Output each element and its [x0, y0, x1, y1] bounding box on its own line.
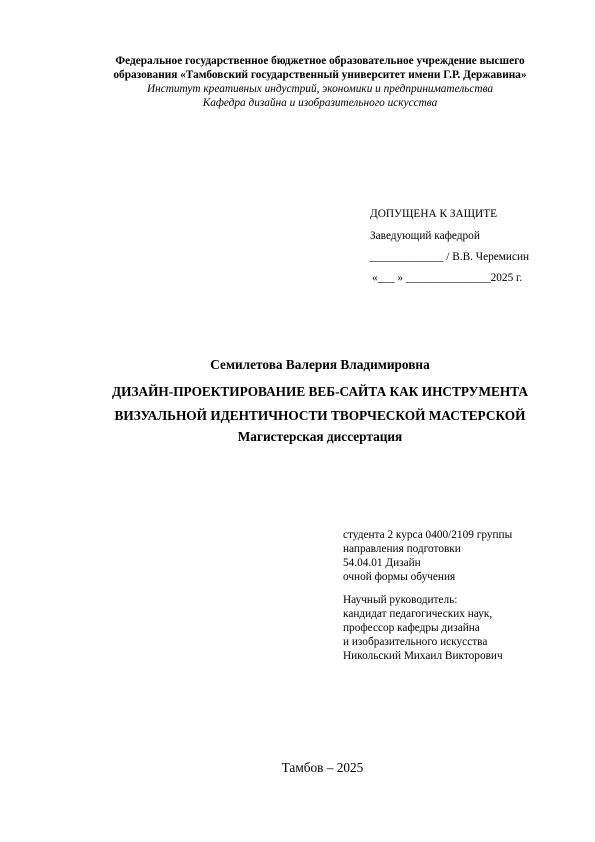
- institution-header: [60, 54, 580, 110]
- supervisor-name: Никольский Михаил Викторович: [343, 650, 503, 662]
- thesis-title: [60, 380, 580, 428]
- thesis-title-block: [60, 356, 580, 445]
- institution-name-line-2: образования «Тамбовский государственный университет имени Г.Р. Державина»: [113, 69, 527, 81]
- supervisor-info: [343, 593, 583, 663]
- author-name: Семилетова Валерия Владимировна: [210, 357, 430, 372]
- institution-name-line-1: Федеральное государственное бюджетное образовательное учреждение высшего: [115, 55, 525, 67]
- thesis-type: Магистерская диссертация: [237, 429, 403, 444]
- head-of-department-label: Заведующий кафедрой: [370, 230, 480, 242]
- student-direction-label: направления подготовки: [343, 543, 461, 555]
- supervisor-position: профессор кафедры дизайна: [343, 622, 480, 634]
- institute-name: Институт креативных индустрий, экономики и предпринимательства: [146, 83, 494, 95]
- supervisor-label: Научный руководитель:: [343, 594, 458, 606]
- student-study-form: очной формы обучения: [343, 571, 456, 583]
- thesis-title-line-1: ДИЗАЙН-ПРОЕКТИРОВАНИЕ ВЕБ-САЙТА КАК ИНСТРУМЕНТА: [111, 384, 529, 399]
- student-course-group: студента 2 курса 0400/2109 группы: [343, 529, 513, 541]
- city-year: Тамбов – 2025: [281, 760, 364, 775]
- department-name: Кафедра дизайна и изобразительного искусства: [202, 97, 438, 109]
- thesis-title-line-2: ВИЗУАЛЬНОЙ ИДЕНТИЧНОСТИ ТВОРЧЕСКОЙ МАСТЕРСКОЙ: [114, 408, 526, 423]
- supervisor-degree: кандидат педагогических наук,: [343, 608, 493, 620]
- date-line: «___ » _______________2025 г.: [372, 272, 523, 284]
- student-info: [343, 528, 583, 584]
- admitted-to-defense: ДОПУЩЕНА К ЗАЩИТЕ: [370, 208, 497, 220]
- signature-line: _____________ / В.В. Черемисин: [370, 251, 530, 263]
- supervisor-position-cont: и изобразительного искусства: [343, 636, 488, 648]
- student-direction-code: 54.04.01 Дизайн: [343, 557, 421, 569]
